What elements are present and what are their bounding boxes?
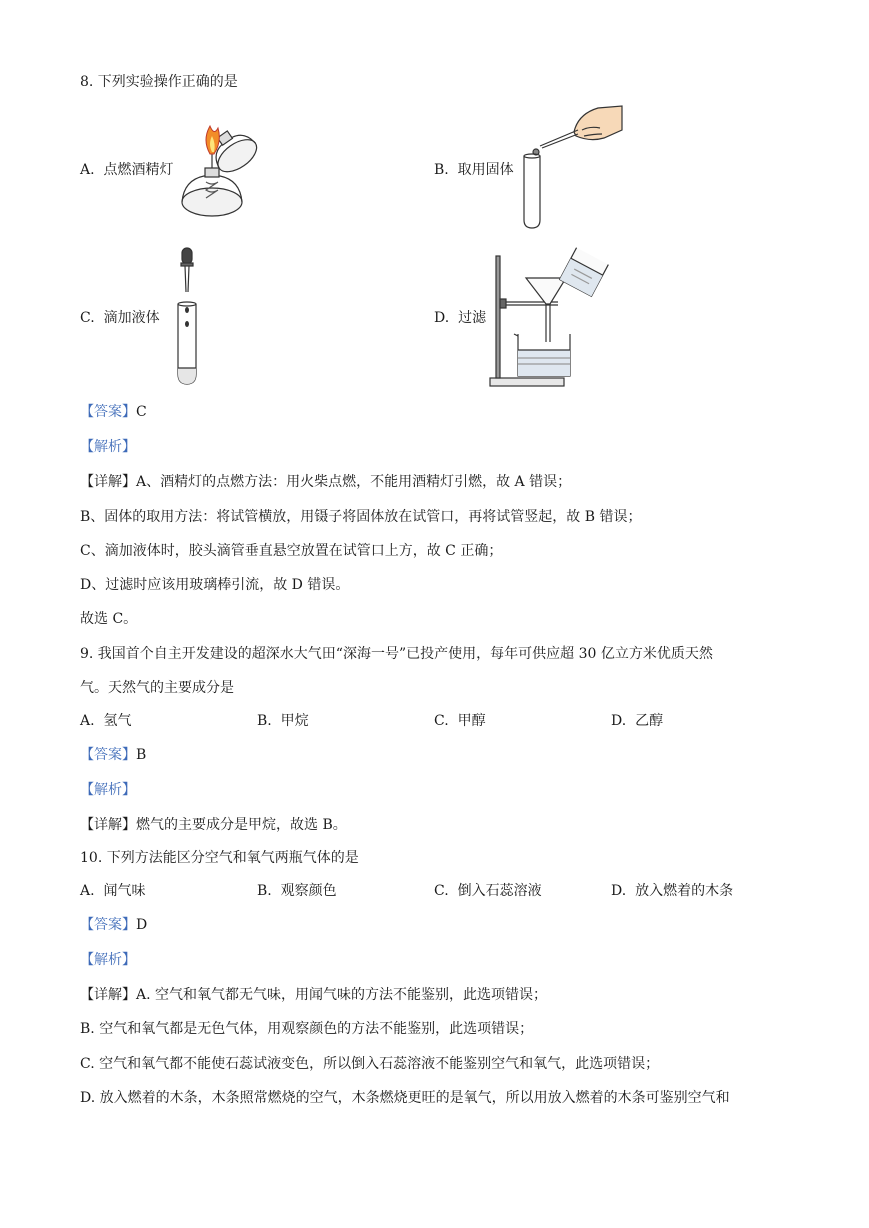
q10-detail-line-2: B. 空气和氧气都是无色气体，用观察颜色的方法不能鉴别，此选项错误； [80,1021,534,1037]
option-text: 滴加液体 [103,310,160,326]
q8-detail-line-1 [80,472,571,492]
option-text: 放入燃着的木条 [635,883,734,899]
answer-value: B [136,747,147,763]
answer-tag: 【答案】 [80,404,136,420]
option-text: 取用固体 [457,162,514,178]
option-text: 甲烷 [280,713,309,729]
option-text: 乙醇 [635,713,664,729]
solid-sampling-figure [514,100,626,230]
q10-option-a [80,881,145,901]
q10-answer-line [80,915,147,935]
detail-text: A. 空气和氧气都无气味，用闻气味的方法不能鉴别，此选项错误； [136,987,548,1003]
answer-value: D [136,917,148,933]
q9-answer-line [80,745,146,765]
q8-detail-line-4: D、过滤时应该用玻璃棒引流，故 D 错误。 [80,577,350,593]
option-letter: C. [434,883,449,899]
q8-option-b [434,160,514,180]
q8-answer-line [80,402,147,422]
q8-analysis-tag: 【解析】 [80,439,136,455]
option-letter: D. [434,310,450,326]
q9-option-a [80,711,131,731]
detail-text: 燃气的主要成分是甲烷，故选 B。 [136,817,347,833]
option-text: 观察颜色 [280,883,337,899]
q8-detail-line-2: B、固体的取用方法：将试管横放，用镊子将固体放在试管口，再将试管竖起，故 B 错误； [80,509,642,525]
option-letter: A. [80,883,95,899]
q9-stem-line-2: 气。天然气的主要成分是 [80,680,234,696]
q8-stem: 8. 下列实验操作正确的是 [80,74,238,90]
q10-analysis-tag: 【解析】 [80,952,136,968]
option-text: 点燃酒精灯 [103,162,174,178]
detail-tag: 【详解】 [80,987,136,1003]
q8-conclusion: 故选 C。 [80,611,138,627]
q10-option-d [611,881,733,901]
option-letter: A. [80,713,95,729]
option-letter: B. [257,713,272,729]
q9-analysis-tag: 【解析】 [80,782,136,798]
q10-option-c [434,881,542,901]
answer-tag: 【答案】 [80,917,136,933]
q10-stem: 10. 下列方法能区分空气和氧气两瓶气体的是 [80,850,359,866]
filtration-figure [488,250,612,390]
option-text: 倒入石蕊溶液 [457,883,542,899]
option-text: 甲醇 [457,713,486,729]
q9-option-d [611,711,663,731]
q10-detail-line-1 [80,985,547,1005]
q10-detail-line-3: C. 空气和氧气都不能使石蕊试液变色，所以倒入石蕊溶液不能鉴别空气和氧气，此选项错误； [80,1056,660,1072]
q8-option-c [80,308,160,328]
answer-value: C [136,404,147,420]
option-letter: B. [257,883,272,899]
detail-tag: 【详解】 [80,474,136,490]
q8-option-d [434,308,486,328]
q10-detail-line-4: D. 放入燃着的木条，木条照常燃烧的空气，木条燃烧更旺的是氧气，所以用放入燃着的木条可鉴别空气和 [80,1090,730,1106]
alcohol-lamp-figure [172,118,272,222]
q8-option-a [80,160,173,180]
option-letter: A. [80,162,95,178]
q10-option-b [257,881,337,901]
option-letter: D. [611,713,627,729]
q9-stem-line-1: 9. 我国首个自主开发建设的超深水大气田“深海一号”已投产使用，每年可供应超 30 亿立方米优质天然 [80,646,713,662]
answer-tag: 【答案】 [80,747,136,763]
q9-detail-line [80,815,347,835]
option-text: 氢气 [103,713,132,729]
q8-detail-line-3: C、滴加液体时，胶头滴管垂直悬空放置在试管口上方，故 C 正确； [80,543,503,559]
option-text: 闻气味 [103,883,146,899]
option-letter: B. [434,162,449,178]
option-letter: C. [434,713,449,729]
option-letter: C. [80,310,95,326]
option-letter: D. [611,883,627,899]
q9-option-b [257,711,309,731]
detail-text: A、酒精灯的点燃方法：用火柴点燃，不能用酒精灯引燃，故 A 错误； [136,474,572,490]
q9-option-c [434,711,486,731]
detail-tag: 【详解】 [80,817,136,833]
option-text: 过滤 [458,310,487,326]
dropper-figure [170,246,206,388]
